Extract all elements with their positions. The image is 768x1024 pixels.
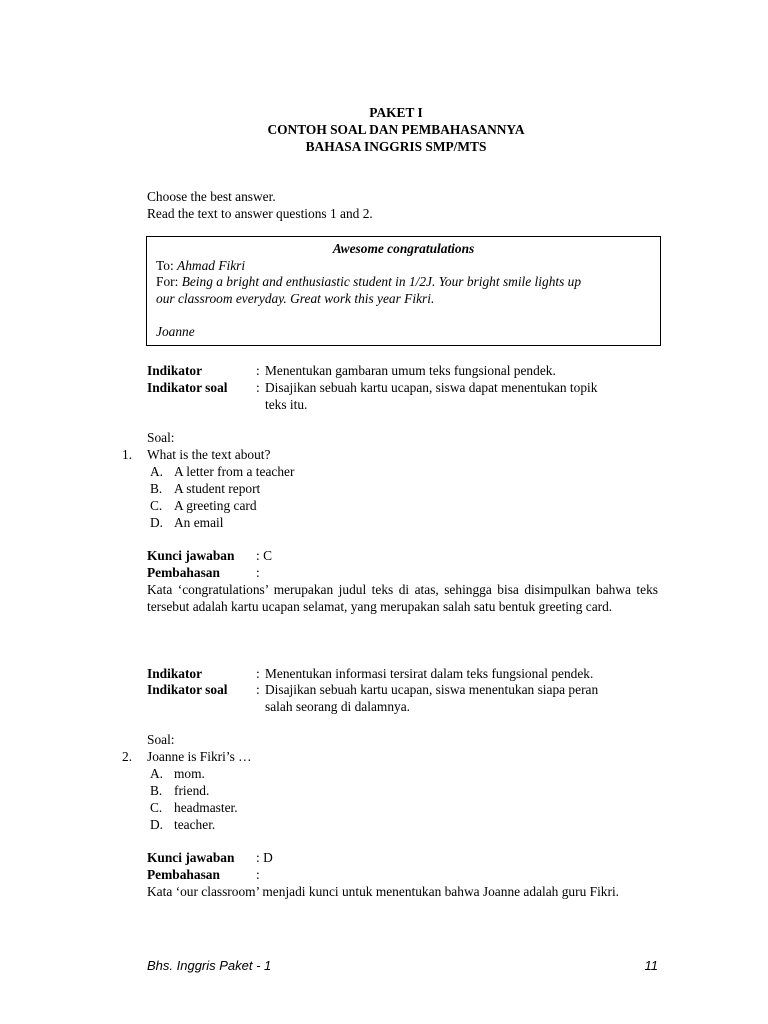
card-signature: Joanne bbox=[156, 324, 195, 339]
q1-option-a-text: A letter from a teacher bbox=[174, 464, 295, 479]
card-for-label: For: bbox=[156, 274, 179, 289]
q1-question: What is the text about? bbox=[147, 447, 271, 462]
q2-number: 2. bbox=[122, 749, 133, 764]
q1-indikator-colon: : bbox=[256, 363, 260, 378]
footer-title: Bhs. Inggris Paket - 1 bbox=[147, 958, 272, 973]
q1-indikator-soal-value-1: Disajikan sebuah kartu ucapan, siswa dapat menentukan topik bbox=[265, 380, 598, 395]
q2-option-d-text: teacher. bbox=[174, 817, 216, 832]
page-title-line2: CONTOH SOAL DAN PEMBAHASANNYA bbox=[267, 122, 525, 137]
instruction-line2: Read the text to answer questions 1 and 2. bbox=[147, 206, 373, 221]
q2-soal-label: Soal: bbox=[147, 732, 175, 747]
q2-option-c-letter: C. bbox=[150, 800, 163, 815]
q1-pembahasan-label: Pembahasan bbox=[147, 565, 220, 580]
q1-indikator-soal-value-2: teks itu. bbox=[265, 397, 308, 412]
q2-option-a-text: mom. bbox=[174, 766, 205, 781]
q2-indikator-label: Indikator bbox=[147, 666, 203, 681]
q2-kunci-value: : D bbox=[256, 850, 273, 865]
card-for-text-1: Being a bright and enthusiastic student in 1/2J. Your bright smile lights up bbox=[181, 274, 582, 289]
q2-option-a-letter: A. bbox=[150, 766, 164, 781]
q1-indikator-soal-colon: : bbox=[256, 380, 260, 395]
q1-indikator-soal-label: Indikator soal bbox=[147, 380, 228, 395]
card-title: Awesome congratulations bbox=[332, 241, 475, 256]
q1-option-a-letter: A. bbox=[150, 464, 164, 479]
q1-option-b-letter: B. bbox=[150, 481, 163, 496]
q1-soal-label: Soal: bbox=[147, 430, 175, 445]
q1-kunci-label: Kunci jawaban bbox=[147, 548, 235, 563]
q1-indikator-label: Indikator bbox=[147, 363, 203, 378]
page-title-line3: BAHASA INGGRIS SMP/MTS bbox=[305, 139, 487, 154]
q2-indikator-soal-label: Indikator soal bbox=[147, 682, 228, 697]
q1-indikator-value: Menentukan gambaran umum teks fungsional pendek. bbox=[265, 363, 556, 378]
q2-pembahasan-label: Pembahasan bbox=[147, 867, 220, 882]
q2-pembahasan-text: Kata ‘our classroom’ menjadi kunci untuk menentukan bahwa Joanne adalah guru Fikri. bbox=[147, 884, 620, 899]
card-to-label: To: bbox=[156, 258, 174, 273]
card-for-text-2: our classroom everyday. Great work this year Fikri. bbox=[156, 291, 435, 306]
q1-pembahasan-text: Kata ‘congratulations’ merupakan judul teks di atas, sehingga bisa disimpulkan bahwa teks tersebut adalah kartu ucapan selamat, yang merupakan salah satu bentuk greeting card. bbox=[147, 582, 658, 614]
q1-number: 1. bbox=[122, 447, 133, 462]
q2-pembahasan-colon: : bbox=[256, 867, 260, 882]
page-number: 11 bbox=[644, 958, 658, 973]
q2-indikator-soal-colon: : bbox=[256, 682, 260, 697]
q2-indikator-colon: : bbox=[256, 666, 260, 681]
instruction-line1: Choose the best answer. bbox=[147, 189, 276, 204]
q1-option-c-letter: C. bbox=[150, 498, 163, 513]
q1-pembahasan-colon: : bbox=[256, 565, 260, 580]
q2-indikator-value: Menentukan informasi tersirat dalam teks fungsional pendek. bbox=[265, 666, 594, 681]
q1-option-d-text: An email bbox=[174, 515, 224, 530]
q1-kunci-value: : C bbox=[256, 548, 272, 563]
q2-option-b-letter: B. bbox=[150, 783, 163, 798]
q1-option-d-letter: D. bbox=[150, 515, 164, 530]
q2-indikator-soal-value-1: Disajikan sebuah kartu ucapan, siswa menentukan siapa peran bbox=[265, 682, 599, 697]
q2-question: Joanne is Fikri’s … bbox=[147, 749, 252, 764]
card-for-line bbox=[156, 273, 581, 290]
q1-option-b-text: A student report bbox=[174, 481, 261, 496]
page-title-line1: PAKET I bbox=[369, 105, 423, 120]
q1-option-c-text: A greeting card bbox=[174, 498, 257, 513]
q2-option-d-letter: D. bbox=[150, 817, 164, 832]
q2-indikator-soal-value-2: salah seorang di dalamnya. bbox=[265, 699, 411, 714]
q2-kunci-label: Kunci jawaban bbox=[147, 850, 235, 865]
card-to-value: Ahmad Fikri bbox=[177, 258, 246, 273]
q2-option-b-text: friend. bbox=[174, 783, 210, 798]
card-to-line bbox=[156, 257, 245, 274]
q2-option-c-text: headmaster. bbox=[174, 800, 238, 815]
